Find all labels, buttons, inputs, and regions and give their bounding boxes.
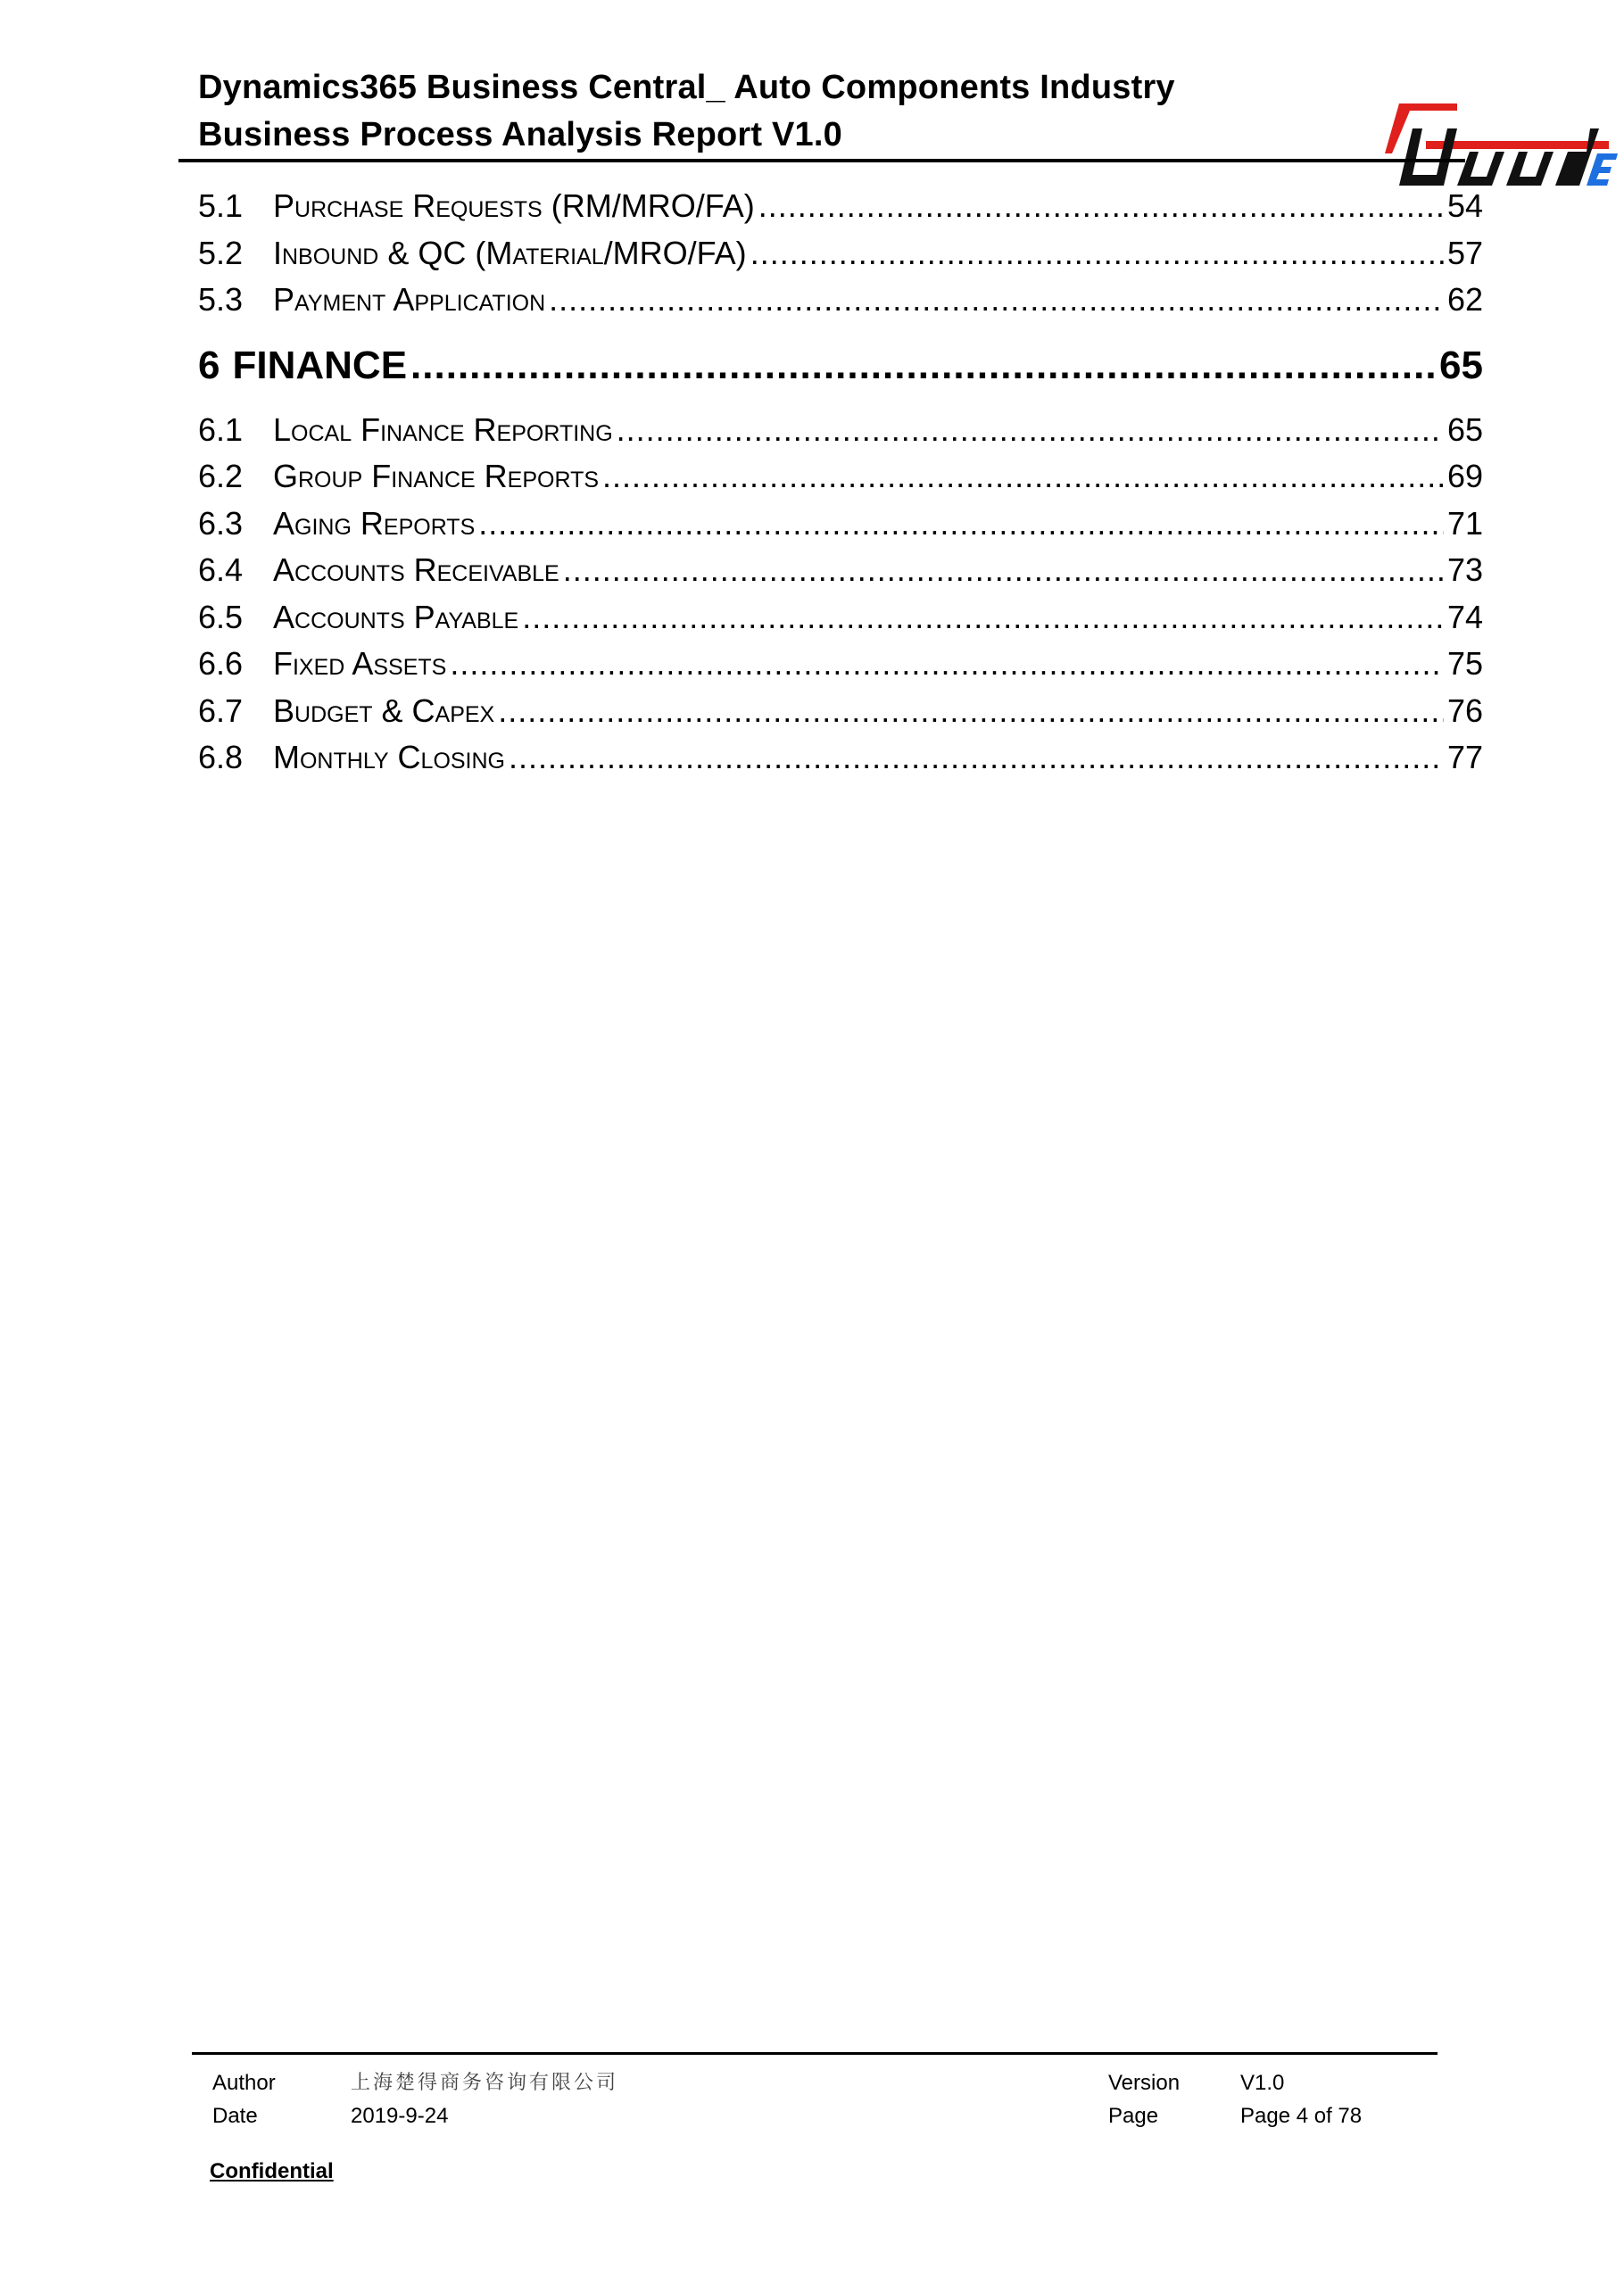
- toc-entry-number: 6.8: [198, 739, 244, 775]
- toc-entry[interactable]: [198, 641, 1483, 688]
- toc-dot-leader: [522, 594, 1444, 641]
- toc-entry-page: 76: [1446, 691, 1483, 729]
- page-number: Page 4 of 78: [1240, 2104, 1363, 2128]
- toc-dot-leader: [410, 324, 1436, 407]
- toc-entry[interactable]: [198, 230, 1483, 277]
- toc-entry-number: 6.5: [198, 598, 244, 635]
- toc-entry-number: 5.3: [198, 281, 244, 318]
- page-header: [198, 61, 1465, 161]
- title-line-2: Business Process Analysis Report V1.0: [198, 116, 842, 153]
- toc-entry-number: 5.2: [198, 234, 244, 271]
- toc-dot-leader: [750, 230, 1444, 277]
- toc-entry-title: Budget & Capex: [273, 691, 495, 729]
- toc-chapter-entry[interactable]: [198, 324, 1483, 407]
- toc-entry[interactable]: [198, 277, 1483, 324]
- toc-entry-number: 6.3: [198, 504, 244, 542]
- toc-entry-number: 6: [198, 343, 220, 387]
- toc-entry-page: 75: [1446, 645, 1483, 682]
- toc-entry-title: Group Finance Reports: [273, 458, 600, 494]
- toc-entry-page: 65: [1446, 410, 1483, 448]
- toc-entry[interactable]: [198, 547, 1483, 594]
- toc-dot-leader: [758, 183, 1444, 229]
- confidential-notice: Confidential: [210, 2159, 334, 2183]
- date-label: Date: [212, 2104, 258, 2128]
- toc-dot-leader: [602, 453, 1444, 500]
- toc-entry-page: 54: [1446, 187, 1483, 224]
- toc-entry[interactable]: [198, 501, 1483, 548]
- toc-entry-page: 65: [1439, 343, 1483, 387]
- toc-entry-title: Monthly Closing: [273, 739, 506, 775]
- toc-entry-title: Purchase Requests (RM/MRO/FA): [273, 187, 755, 224]
- author-value: 上海楚得商务咨询有限公司: [351, 2072, 619, 2094]
- toc-entry-title: Accounts Receivable: [273, 551, 559, 588]
- toc-entry-page: 57: [1446, 234, 1483, 271]
- toc-entry-title: FINANCE: [232, 343, 408, 387]
- toc-entry-title: Fixed Assets: [273, 645, 447, 682]
- toc-entry[interactable]: [198, 183, 1483, 230]
- toc-dot-leader: [478, 501, 1444, 547]
- toc-dot-leader: [450, 641, 1444, 687]
- header-rule: [178, 159, 1465, 162]
- toc-entry-title: Aging Reports: [273, 504, 476, 542]
- version-label: Version: [1108, 2071, 1181, 2095]
- toc-entry-title: Accounts Payable: [273, 598, 519, 635]
- toc-dot-leader: [549, 277, 1444, 323]
- toc-entry-number: 6.2: [198, 458, 244, 494]
- toc-entry-number: 6.7: [198, 691, 244, 729]
- toc-entry-page: 77: [1446, 739, 1483, 775]
- toc-entry-page: 73: [1446, 551, 1483, 588]
- toc-dot-leader: [563, 547, 1444, 593]
- toc-entry-title: Inbound & QC (Material/MRO/FA): [273, 234, 747, 271]
- toc-entry-number: 6.1: [198, 410, 244, 448]
- toc-entry[interactable]: [198, 453, 1483, 501]
- toc-entry-number: 6.4: [198, 551, 244, 588]
- toc-entry-page: 62: [1446, 281, 1483, 318]
- toc-entry-page: 74: [1446, 598, 1483, 635]
- toc-entry[interactable]: [198, 734, 1483, 782]
- toc-entry-page: 71: [1446, 504, 1483, 542]
- toc-entry[interactable]: [198, 407, 1483, 454]
- toc-entry-number: 6.6: [198, 645, 244, 682]
- toc-entry[interactable]: [198, 688, 1483, 735]
- toc-entry-page: 69: [1446, 458, 1483, 494]
- toc-dot-leader: [498, 688, 1444, 734]
- toc-dot-leader: [617, 407, 1444, 453]
- toc-entry-title: Local Finance Reporting: [273, 410, 613, 448]
- footer-rule: [192, 2052, 1438, 2055]
- date-value: 2019-9-24: [351, 2104, 449, 2128]
- page-label: Page: [1108, 2104, 1159, 2128]
- table-of-contents: [198, 183, 1483, 782]
- toc-dot-leader: [509, 734, 1444, 781]
- author-label: Author: [212, 2071, 276, 2095]
- toc-entry-number: 5.1: [198, 187, 244, 224]
- document-title: [198, 64, 1175, 159]
- version-value: V1.0: [1240, 2071, 1285, 2095]
- toc-entry[interactable]: [198, 594, 1483, 642]
- toc-entry-title: Payment Application: [273, 281, 546, 318]
- title-line-1: Dynamics365 Business Central_ Auto Components Industry: [198, 69, 1175, 106]
- logo-black-letters: [1399, 128, 1599, 186]
